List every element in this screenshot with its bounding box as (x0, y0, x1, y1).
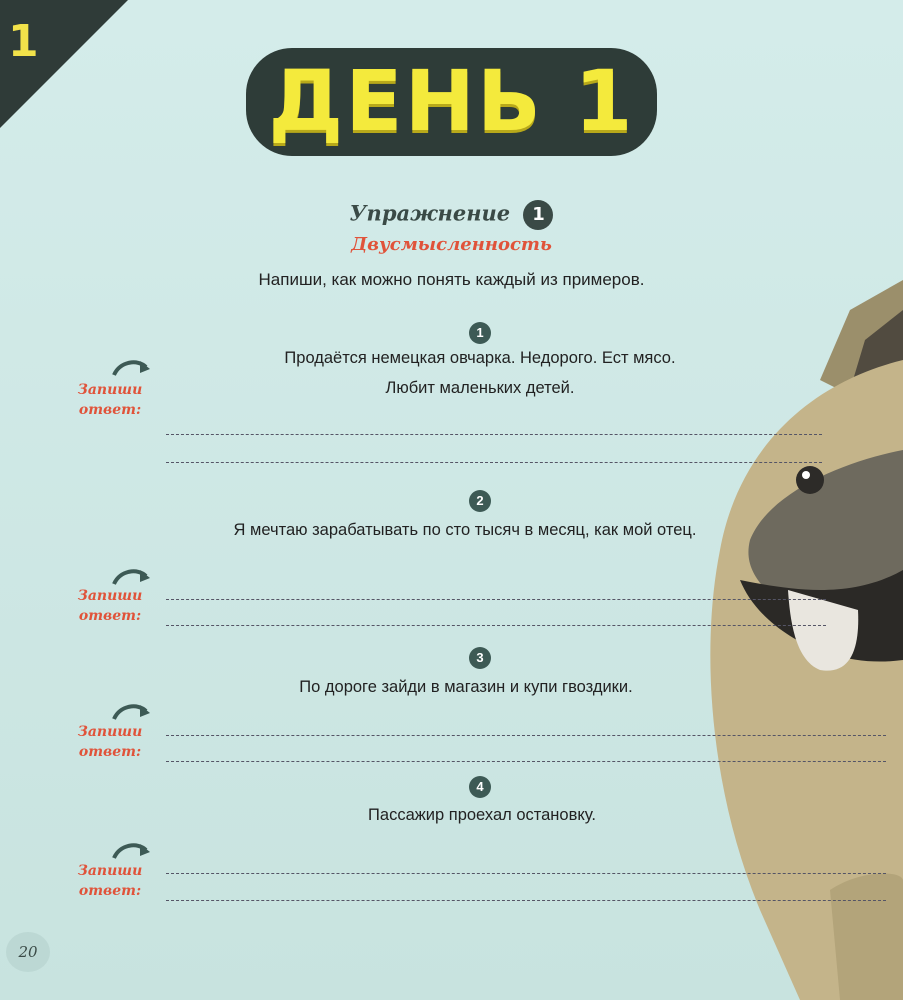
curved-arrow-icon (110, 840, 154, 862)
answer-label-line-2: ответ: (78, 744, 142, 760)
question-3-badge: 3 (469, 647, 491, 669)
answer-label-line-2: ответ: (78, 402, 142, 418)
question-1-badge: 1 (469, 322, 491, 344)
answer-line[interactable] (166, 735, 886, 736)
question-3-text: По дороге зайди в магазин и купи гвоздики. (299, 678, 633, 696)
question-2-text: Я мечтаю зарабатывать по сто тысяч в месяц, как мой отец. (233, 521, 697, 539)
answer-line[interactable] (166, 462, 822, 463)
corner-day-number: 1 (8, 16, 39, 67)
instruction-text: Напиши, как можно понять каждый из примеров. (258, 270, 645, 289)
answer-line[interactable] (166, 625, 826, 626)
exercise-subtitle: Двусмысленность (351, 234, 552, 255)
answer-label-line-2: ответ: (78, 608, 142, 624)
curved-arrow-icon (110, 566, 154, 588)
answer-label-3 (74, 722, 146, 762)
question-1-line-2: Любит маленьких детей. (385, 379, 575, 397)
answer-label-line-1: Запиши (77, 724, 143, 740)
answer-label-line-2: ответ: (78, 883, 142, 899)
answer-label-1 (74, 380, 146, 420)
question-1-text (130, 343, 830, 403)
answer-line[interactable] (166, 434, 822, 435)
exercise-number-badge: 1 (523, 200, 553, 230)
page-number: 20 (6, 932, 50, 972)
answer-line[interactable] (166, 900, 886, 901)
answer-label-line-1: Запиши (77, 382, 143, 398)
answer-label-2 (74, 586, 146, 626)
day-title-text: ДЕНЬ 1 (246, 48, 656, 156)
answer-line[interactable] (166, 599, 826, 600)
answer-label-4 (74, 861, 146, 901)
answer-label-line-1: Запиши (77, 588, 143, 604)
question-2-badge: 2 (469, 490, 491, 512)
question-1-line-1: Продаётся немецкая овчарка. Недорого. Ест мясо. (284, 349, 676, 367)
question-4-text: Пассажир проехал остановку. (368, 806, 596, 824)
answer-line[interactable] (166, 761, 886, 762)
day-title (0, 48, 903, 156)
curved-arrow-icon (110, 701, 154, 723)
answer-label-line-1: Запиши (77, 863, 143, 879)
answer-line[interactable] (166, 873, 886, 874)
question-4-badge: 4 (469, 776, 491, 798)
curved-arrow-icon (110, 357, 154, 379)
exercise-heading (0, 200, 903, 230)
exercise-label: Упражнение (349, 200, 511, 226)
